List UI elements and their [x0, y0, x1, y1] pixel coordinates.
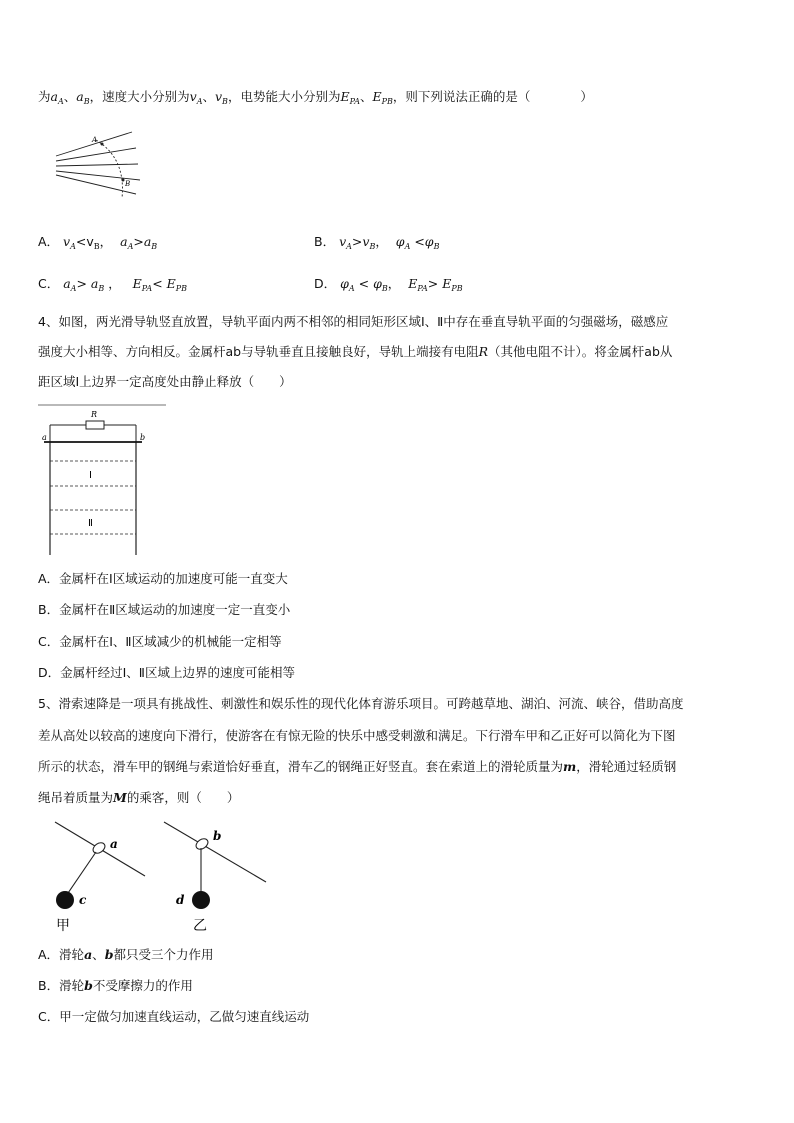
q3-option-b-label: B．: [314, 234, 336, 249]
q4-stem-line3: 距区域Ⅰ上边界一定高度处由静止释放（ ）: [38, 374, 292, 389]
q3-option-a: A． $v_A<v_B$， $a_A>a_B$: [38, 234, 158, 251]
q4-option-d: D．金属杆经过Ⅰ、Ⅱ区域上边界的速度可能相等: [38, 665, 295, 680]
q5-option-a-pre: A．滑轮: [38, 947, 85, 962]
math-vA: $v_A$: [339, 234, 352, 251]
math-vA: $v_A$: [63, 234, 76, 251]
q5-stem-line3a: 所示的状态，滑车甲的钢绳与索道恰好垂直，滑车乙的钢绳正好竖直。套在索道上的滑轮质量为: [38, 759, 564, 774]
q3-label-B: B: [125, 180, 131, 188]
q5-option-b-post: 不受摩擦力的作用: [92, 978, 193, 993]
q5-option-b: [38, 977, 193, 995]
q4-rails-figure: [36, 400, 168, 560]
math-phiB: $\varphi_B$: [373, 276, 388, 293]
q5-stem-line4a: 绳吊着质量为: [38, 790, 114, 805]
q4-stem-line2: [38, 343, 672, 361]
q3-option-c: C． $a_A> a_B$ ， $E_{PA}< E_{PB}$: [38, 276, 188, 293]
q5-label-a: a: [110, 837, 118, 851]
math-EPB: $E_{PB}$: [442, 276, 463, 293]
q5-option-a-sep: 、: [92, 947, 105, 962]
math-aA: $a_A$: [120, 234, 134, 251]
math-vB: $v_B$: [362, 234, 376, 251]
math-vA: $v_A$: [189, 89, 203, 106]
q4-option-a: A．金属杆在Ⅰ区域运动的加速度可能一直变大: [38, 571, 288, 586]
q5-label-c: c: [79, 893, 87, 907]
q5-stem-line2: 差从高处以较高的速度向下滑行，使游客在有惊无险的快乐中感受刺激和满足。下行滑车甲和乙正好可以简化为下图: [38, 728, 676, 743]
math-phiA: $\varphi_A$: [395, 234, 411, 251]
q3-label-A: A: [92, 136, 98, 144]
q5-option-c: C．甲一定做匀加速直线运动，乙做匀速直线运动: [38, 1009, 310, 1024]
q4-stem-line2b: （其他电阻不计）。将金属杆ab从: [488, 344, 673, 359]
math-aB: $a_B$: [90, 276, 105, 293]
math-aA: $a_A$: [63, 276, 77, 293]
q4-label-R: R: [91, 410, 98, 419]
math-aB: $a_B$: [143, 234, 158, 251]
math-phiB: $\varphi_B$: [424, 234, 440, 251]
q3-option-a-label: A．: [38, 234, 60, 249]
q5-option-a: [38, 946, 213, 964]
q3-stem-mid2: ，电势能大小分别为: [227, 89, 341, 104]
math-EPA: $E_{PA}$: [408, 276, 428, 293]
q3-stem-prefix: 为: [38, 89, 51, 104]
math-a: a: [84, 947, 93, 962]
math-phiA: $\varphi_A$: [340, 276, 355, 293]
q5-pulley-figure: [50, 818, 280, 936]
q5-stem-line4b: 的乘客，则（ ）: [126, 790, 240, 805]
q3-option-c-label: C．: [38, 276, 60, 291]
q5-label-b: b: [213, 829, 222, 843]
q3-stem-mid1: ，速度大小分别为: [89, 89, 190, 104]
q3-field-figure: [50, 128, 150, 200]
q3-option-d: D． $\varphi_A < \varphi_B$， $E_{PA}> E_{PB}$: [314, 276, 463, 293]
q5-stem-line1: 5、滑索速降是一项具有挑战性、刺激性和娱乐性的现代化体育游乐项目。可跨越草地、湖泊、河流、峡谷，借助高度: [38, 696, 684, 711]
math-aA: $a_A$: [50, 89, 64, 106]
math-b: b: [104, 947, 114, 962]
q5-stem-line3b: ，滑轮通过轻质钢: [576, 759, 677, 774]
math-vB: $v_B$: [214, 89, 228, 106]
q4-label-region2: Ⅱ: [88, 518, 93, 529]
q4-label-region1: Ⅰ: [89, 470, 92, 481]
math-b: b: [84, 978, 93, 993]
q3-option-d-label: D．: [314, 276, 337, 291]
q3-option-b: B． $v_A>v_B$， $\varphi_A <\varphi_B$: [314, 234, 440, 251]
math-EPB: $E_{PB}$: [372, 89, 393, 106]
math-EPA: $E_{PA}$: [340, 89, 361, 106]
q5-stem-line3: [38, 758, 676, 776]
q4-option-c: C．金属杆在Ⅰ、Ⅱ区域减少的机械能一定相等: [38, 634, 282, 649]
q4-stem-line1: 4、如图，两光滑导轨竖直放置，导轨平面内两不相邻的相同矩形区域Ⅰ、Ⅱ中存在垂直导轨平面的匀强磁场，磁感应: [38, 314, 669, 329]
q4-label-a: a: [42, 433, 47, 442]
q5-option-a-post: 都只受三个力作用: [113, 947, 214, 962]
q4-option-b: B．金属杆在Ⅱ区域运动的加速度一定一直变小: [38, 602, 291, 617]
q4-label-b: b: [140, 433, 146, 442]
math-EPA: $E_{PA}$: [132, 276, 153, 293]
math-EPB: $E_{PB}$: [166, 276, 188, 293]
q5-label-jia: 甲: [56, 918, 70, 934]
math-M: M: [113, 790, 127, 805]
math-m: m: [563, 759, 577, 774]
q5-label-d: d: [176, 893, 185, 907]
q5-stem-line4: [38, 789, 239, 807]
q3-stem-suffix: ，则下列说法正确的是（ ）: [392, 89, 593, 104]
q4-stem-line2a: 强度大小相等、方向相反。金属杆ab与导轨垂直且接触良好，导轨上端接有电阻: [38, 344, 479, 359]
q5-option-b-pre: B．滑轮: [38, 978, 85, 993]
math-R: R: [478, 344, 489, 359]
math-aB: $a_B$: [76, 89, 90, 106]
q3-stem: 为$a_A$、$a_B$，速度大小分别为$v_A$、$v_B$，电势能大小分别为$E_{PA}$、$E_{PB}$，则下列说法正确的是（ ）: [38, 89, 593, 106]
q5-label-yi: 乙: [193, 918, 207, 934]
